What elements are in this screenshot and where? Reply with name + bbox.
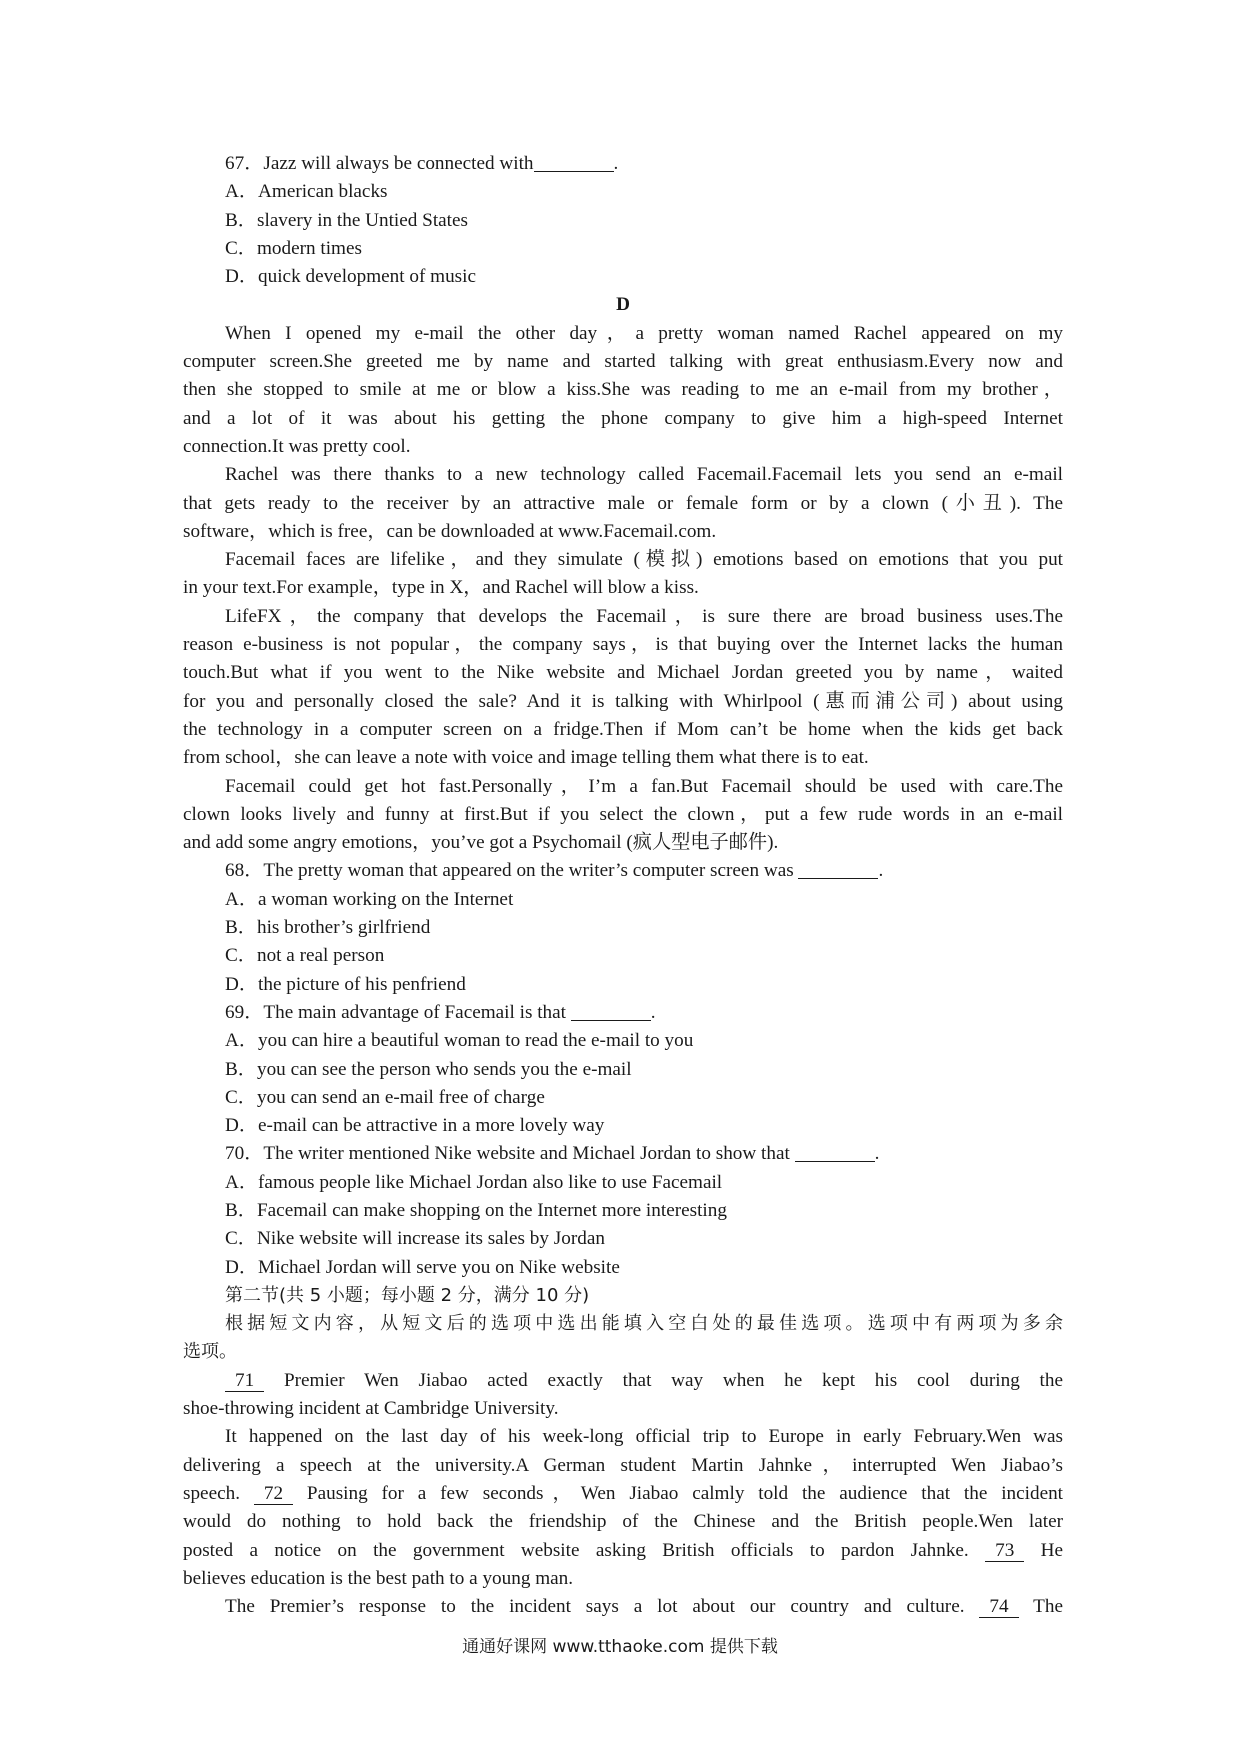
passage-line: for you and personally closed the sale? And it is talking with Whirlpool (惠而浦公司) about using: [183, 690, 1063, 712]
question-stem: 69．The main advantage of Facemail is that: [225, 1001, 566, 1023]
passage-line: the technology in a computer screen on a fridge.Then if Mom can’t be home when the kids get back: [183, 718, 1063, 740]
section-2-heading: 第二节(共 5 小题；每小题 2 分，满分 10 分): [225, 1284, 590, 1306]
passage-line: and a lot of it was about his getting the phone company to give him a high-speed Internet: [183, 407, 1063, 429]
passage-line: and add some angry emotions，you’ve got a Psychomail (疯人型电子邮件).: [183, 832, 779, 854]
passage-line: in your text.For example，type in X，and Rachel will blow a kiss.: [183, 577, 699, 599]
question-67: 67．Jazz will always be connected with .: [225, 153, 619, 174]
option-a: A．you can hire a beautiful woman to read the e-mail to you: [225, 1030, 694, 1052]
cloze-line: would do nothing to hold back the friendship of the Chinese and the British people.Wen later: [183, 1511, 1063, 1533]
blank-72: 72: [254, 1483, 293, 1505]
option-c: C．modern times: [225, 237, 362, 259]
question-stem: 67．Jazz will always be connected with: [225, 153, 534, 174]
cloze-line: delivering a speech at the university.A German student Martin Jahnke，interrupted Wen Jiabao’s: [183, 1454, 1063, 1476]
option-c: C．not a real person: [225, 945, 385, 967]
question-69: 69．The main advantage of Facemail is that .: [225, 1001, 656, 1023]
passage-d: [183, 320, 1063, 858]
section-2-instruction-cont: 选项。: [183, 1341, 237, 1363]
answer-blank: [798, 859, 878, 879]
passage-line: that gets ready to the receiver by an attractive male or female form or by a clown (小丑). The: [183, 492, 1063, 514]
cloze-line: speech. 72 Pausing for a few seconds，Wen Jiabao calmly told the audience that the incident: [183, 1482, 1064, 1504]
passage-line: Facemail could get hot fast.Personally，I’m a fan.But Facemail should be used with care.The: [225, 775, 1063, 797]
passage-line: connection.It was pretty cool.: [183, 435, 411, 457]
exam-page: [183, 150, 1063, 1621]
cloze-line: The Premier’s response to the incident says a lot about our country and culture. 74 The: [225, 1596, 1064, 1618]
option-d: D．quick development of music: [225, 266, 476, 288]
question-stem: 70．The writer mentioned Nike website and Michael Jordan to show that: [225, 1143, 790, 1165]
option-b: B．you can see the person who sends you the e-mail: [225, 1058, 632, 1080]
blank-73: 73: [985, 1540, 1024, 1562]
option-b: B．slavery in the Untied States: [225, 209, 469, 231]
option-a: A．a woman working on the Internet: [225, 888, 514, 910]
option-d: D．Michael Jordan will serve you on Nike website: [225, 1256, 620, 1278]
passage-line: Facemail faces are lifelike，and they simulate (模拟) emotions based on emotions that you put: [225, 549, 1063, 571]
option-a: A．American blacks: [225, 181, 388, 203]
blank-74: 74: [979, 1596, 1018, 1618]
page-footer: 通通好课网 www.tthaoke.com 提供下载: [462, 1637, 778, 1657]
option-c: C．you can send an e-mail free of charge: [225, 1086, 545, 1108]
option-d: D．e-mail can be attractive in a more lovely way: [225, 1115, 605, 1137]
passage-line: LifeFX，the company that develops the Facemail，is sure there are broad business uses.The: [225, 605, 1063, 627]
answer-blank: [571, 1001, 651, 1021]
passage-line: software，which is free，can be downloaded at www.Facemail.com.: [183, 520, 717, 542]
section-d-heading: D: [616, 294, 630, 316]
answer-blank: [534, 152, 614, 172]
section-2-instruction: 根据短文内容，从短文后的选项中选出能填入空白处的最佳选项。选项中有两项为多余: [225, 1313, 1063, 1335]
question-68: 68．The pretty woman that appeared on the writer’s computer screen was .: [225, 860, 884, 882]
option-b: B．Facemail can make shopping on the Internet more interesting: [225, 1199, 727, 1221]
cloze-line: 71 Premier Wen Jiabao acted exactly that way when he kept his cool during the: [183, 1367, 1063, 1395]
cloze-line: believes education is the best path to a young man.: [183, 1567, 574, 1589]
passage-line: clown looks lively and funny at first.But if you select the clown，put a few rude words in an e-mail: [183, 803, 1063, 825]
passage-line: computer screen.She greeted me by name and started talking with great enthusiasm.Every now and: [183, 351, 1063, 373]
passage-line: Rachel was there thanks to a new technology called Facemail.Facemail lets you send an e-mail: [225, 464, 1063, 486]
question-70: 70．The writer mentioned Nike website and Michael Jordan to show that .: [225, 1143, 880, 1165]
option-a: A．famous people like Michael Jordan also like to use Facemail: [225, 1171, 723, 1193]
answer-blank: [795, 1142, 875, 1162]
blank-71: 71: [225, 1370, 264, 1392]
question-stem: 68．The pretty woman that appeared on the writer’s computer screen was: [225, 860, 794, 882]
passage-line: reason e-business is not popular，the company says，is that buying over the Internet lacks the human: [183, 634, 1063, 656]
option-b: B．his brother’s girlfriend: [225, 917, 431, 939]
option-d: D．the picture of his penfriend: [225, 973, 466, 995]
cloze-line: It happened on the last day of his week-long official trip to Europe in early February.Wen was: [225, 1426, 1063, 1448]
cloze-line: posted a notice on the government website asking British officials to pardon Jahnke. 73 He: [183, 1539, 1064, 1561]
option-c: C．Nike website will increase its sales by Jordan: [225, 1228, 605, 1250]
passage-line: touch.But what if you went to the Nike website and Michael Jordan greeted you by name，waited: [183, 662, 1063, 684]
passage-line: then she stopped to smile at me or blow a kiss.She was reading to me an e-mail from my brother，: [183, 379, 1063, 401]
passage-line: from school，she can leave a note with voice and image telling them what there is to eat.: [183, 747, 869, 769]
cloze-line: shoe-throwing incident at Cambridge University.: [183, 1398, 559, 1420]
passage-line: When I opened my e-mail the other day，a pretty woman named Rachel appeared on my: [225, 322, 1063, 344]
